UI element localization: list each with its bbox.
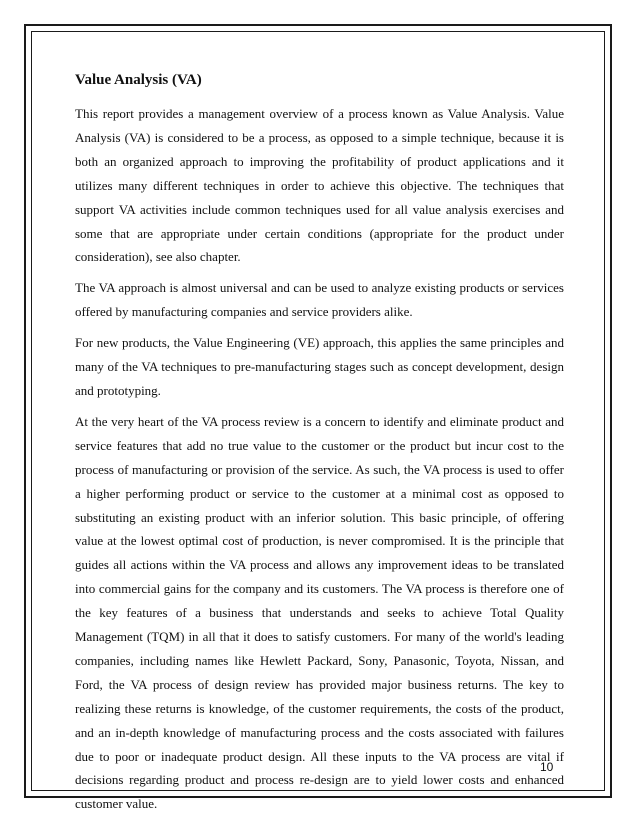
paragraph-new-products: For new products, the Value Engineering (VE) approach, this applies the same principles and many of the VA techniques to pre-manufacturing stages such as concept development, design and prototyping. <box>75 335 564 398</box>
page-content <box>75 71 564 823</box>
section-heading: Value Analysis (VA) <box>75 72 202 88</box>
paragraph-approach: The VA approach is almost universal and can be used to analyze existing products or services offered by manufacturing companies and service providers alike. <box>75 280 564 320</box>
page-number: 10 <box>540 760 554 774</box>
paragraph-process-review: At the very heart of the VA process review is a concern to identify and eliminate product and service features that add no true value to the customer or the product but incur cost to the process of manufacturing or provision of the service. As such, the VA process is used to offer a higher performing product or service to the customer at a minimal cost as opposed to substituting an existing product with an inferior solution. This basic principle, of offering value at the lowest optimal cost of production, is never compromised. It is the principle that guides all actions within the VA process and allows any improvement ideas to be translated into commercial gains for the company and its customers. The VA process is therefore one of the key features of a business that understands and seeks to achieve Total Quality Management (TQM) in all that it does to satisfy customers. For many of the world's leading companies, including names like Hewlett Packard, Sony, Panasonic, Toyota, Nissan, and Ford, the VA process of design review has provided major business returns. The key to realizing these returns is knowledge, of the customer requirements, the costs of the product, and an in-depth knowledge of manufacturing process and the costs associated with failures due to poor or inadequate product design. All these inputs to the VA process are vital if decisions regarding product and process re-design are to yield lower costs and enhanced customer value. <box>75 413 564 812</box>
paragraph-intro: This report provides a management overview of a process known as Value Analysis. Value Analysis (VA) is considered to be a process, as opposed to a simple technique, because it is both an organized approach to improving the profitability of product applications and it utilizes many different techniques in order to achieve this objective. The techniques that support VA activities include common techniques used for all value analysis exercises and some that are appropriate under certain conditions (appropriate for the product under consideration), see also chapter. <box>75 106 564 265</box>
